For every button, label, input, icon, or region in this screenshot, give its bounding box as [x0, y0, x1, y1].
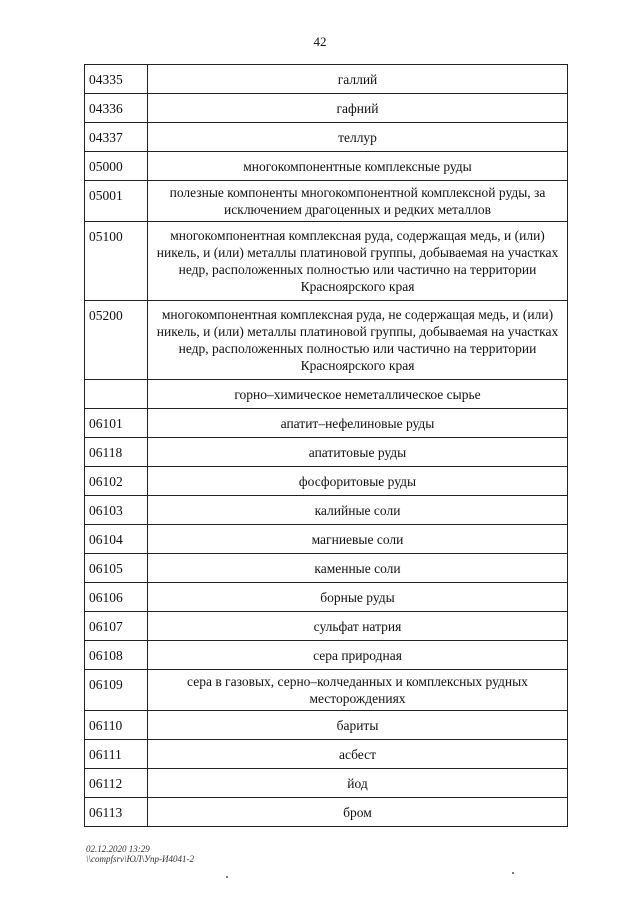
row-code: 04337 [85, 123, 148, 152]
table-row [85, 65, 568, 94]
row-name: сера в газовых, серно–колчеданных и комплексных рудных месторождениях [148, 670, 568, 711]
scan-speck [512, 872, 514, 874]
table-row [85, 583, 568, 612]
table-row [85, 554, 568, 583]
row-code: 06103 [85, 496, 148, 525]
row-code: 06108 [85, 641, 148, 670]
row-name: борные руды [148, 583, 568, 612]
row-code: 06105 [85, 554, 148, 583]
row-name: полезные компоненты многокомпонентной комплексной руды, за исключением драгоценных и редких металлов [148, 181, 568, 222]
table-row [85, 740, 568, 769]
row-name: йод [148, 769, 568, 798]
row-name: сульфат натрия [148, 612, 568, 641]
scan-speck [226, 876, 228, 878]
row-name: галлий [148, 65, 568, 94]
table-row [85, 380, 568, 409]
row-code: 06112 [85, 769, 148, 798]
row-code [85, 380, 148, 409]
row-name: асбест [148, 740, 568, 769]
row-name: калийные соли [148, 496, 568, 525]
table-row [85, 769, 568, 798]
row-name: магниевые соли [148, 525, 568, 554]
table-row [85, 438, 568, 467]
row-name: сера природная [148, 641, 568, 670]
row-code: 06110 [85, 711, 148, 740]
section-heading: горно–химическое неметаллическое сырье [148, 380, 568, 409]
footer-file-path: \\compfsrv\ЮЛ\Упр-И4041-2 [86, 854, 194, 864]
footer-timestamp: 02.12.2020 13:29 [86, 844, 150, 854]
row-code: 06102 [85, 467, 148, 496]
row-code: 06106 [85, 583, 148, 612]
table-row [85, 94, 568, 123]
row-name: многокомпонентная комплексная руда, содержащая медь, и (или) никель, и (или) металлы платиновой группы, добываемая на участках недр, расположенных полностью или частично на территории Красноярского края [148, 222, 568, 301]
table-row [85, 670, 568, 711]
row-code: 04335 [85, 65, 148, 94]
table-row [85, 222, 568, 301]
row-code: 06104 [85, 525, 148, 554]
table-row [85, 641, 568, 670]
row-name: гафний [148, 94, 568, 123]
table-row [85, 612, 568, 641]
row-code: 05001 [85, 181, 148, 222]
table-row [85, 123, 568, 152]
table-row [85, 798, 568, 827]
row-code: 04336 [85, 94, 148, 123]
table-row [85, 467, 568, 496]
table-row [85, 152, 568, 181]
row-code: 06111 [85, 740, 148, 769]
table-row [85, 409, 568, 438]
row-name: апатит–нефелиновые руды [148, 409, 568, 438]
table-row [85, 181, 568, 222]
table-row [85, 525, 568, 554]
row-name: фосфоритовые руды [148, 467, 568, 496]
row-code: 06107 [85, 612, 148, 641]
row-code: 05000 [85, 152, 148, 181]
row-code: 05100 [85, 222, 148, 301]
row-code: 06101 [85, 409, 148, 438]
row-name: апатитовые руды [148, 438, 568, 467]
row-name: бариты [148, 711, 568, 740]
row-code: 06109 [85, 670, 148, 711]
table-row [85, 711, 568, 740]
row-code: 06118 [85, 438, 148, 467]
row-code: 05200 [85, 301, 148, 380]
table-row [85, 301, 568, 380]
page-number: 42 [313, 34, 327, 49]
row-name: теллур [148, 123, 568, 152]
row-code: 06113 [85, 798, 148, 827]
row-name: многокомпонентные комплексные руды [148, 152, 568, 181]
document-footer [86, 844, 194, 864]
row-name: многокомпонентная комплексная руда, не содержащая медь, и (или) никель, и (или) металлы платиновой группы, добываемая на участках недр, расположенных полностью или частично на территории Красноярского края [148, 301, 568, 380]
table-row [85, 496, 568, 525]
row-name: каменные соли [148, 554, 568, 583]
row-name: бром [148, 798, 568, 827]
resource-codes-table [84, 64, 568, 827]
